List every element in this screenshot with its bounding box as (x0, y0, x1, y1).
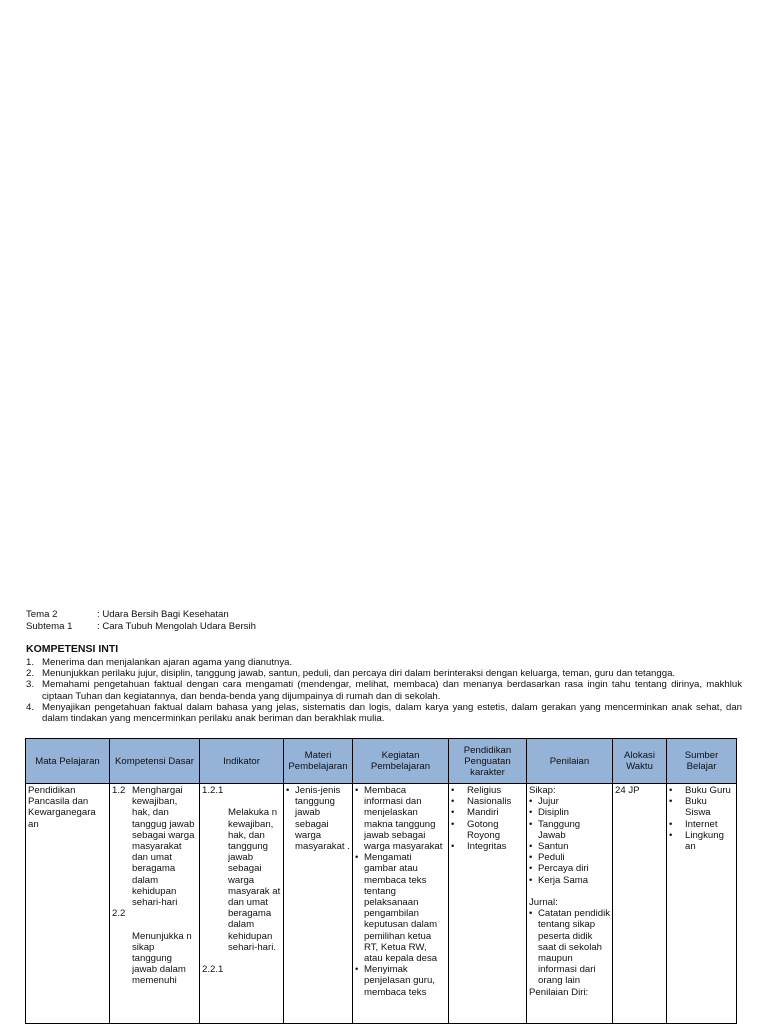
kompetensi-inti-list (26, 657, 742, 724)
list-item (529, 841, 610, 852)
cell-sumber (667, 784, 737, 1024)
bullet-icon: • (669, 829, 673, 841)
cell-kegiatan (353, 784, 449, 1024)
list-item (451, 796, 524, 807)
ki-number: 4. (26, 701, 35, 713)
bullet-icon: • (355, 964, 359, 976)
list-item (355, 785, 446, 852)
cell-mata-pelajaran (26, 784, 110, 1024)
kompetensi-inti-heading: KOMPETENSI INTI (26, 643, 119, 655)
sumber-text: Buku Siswa (685, 796, 711, 819)
indikator-text: Melakuka n kewajiban, hak, dan tanggung jawab sebagai warga masyarak at dan umat beragama dalam kehidupan sehari-hari. (228, 807, 281, 953)
document-meta (26, 609, 256, 632)
list-item (529, 908, 610, 986)
bullet-icon: • (451, 785, 455, 796)
ki-text: Menunjukkan perilaku jujur, disiplin, tanggung jawab, santun, peduli, dan percaya diri dalam berinteraksi dengan keluarga, teman, guru dan tetangga. (42, 668, 676, 680)
bullet-icon: • (529, 874, 533, 886)
bullet-icon: • (669, 785, 673, 796)
kd-item (112, 785, 197, 908)
kd-number: 2.2 (112, 908, 126, 920)
list-item (529, 819, 610, 841)
list-item (669, 785, 734, 796)
bullet-icon: • (529, 852, 533, 864)
ki-text: Menerima dan menjalankan ajaran agama yang dianutnya. (42, 657, 293, 668)
alokasi-text: 24 JP (615, 785, 640, 796)
bullet-icon: • (529, 818, 533, 830)
ki-text: Memahami pengetahuan faktual dengan cara mengamati (mendengar, melihat, membaca) dan menanya berdasarkan rasa ingin tahu tentang dirinya, makhluk ciptaan Tuhan dan kegiatannya, dan benda-benda yang dijumpainya di rumah dan di sekolah. (42, 679, 742, 702)
list-item (529, 796, 610, 807)
ki-number: 3. (26, 679, 35, 691)
ki-text: Menyajikan pengetahuan faktual dalam bahasa yang jelas, sistematis dan logis, dalam karya yang estetis, dalam gerakan yang mencerminkan anak sehat, dan dalam tindakan yang mencerminkan perilaku anak beriman dan berakhlak mulia. (42, 701, 742, 725)
karakter-text: Mandiri (467, 807, 499, 819)
bullet-icon: • (451, 796, 455, 808)
sumber-text: Internet (685, 818, 718, 830)
sikap-text: Kerja Sama (538, 874, 589, 886)
cell-indikator (200, 784, 284, 1024)
list-item (529, 863, 610, 874)
ki-item (26, 657, 742, 668)
header-sumber: Sumber Belajar (667, 739, 737, 784)
table-header-row (26, 739, 737, 784)
karakter-text: Gotong Royong (467, 818, 501, 841)
jurnal-label: Jurnal: (529, 897, 558, 909)
list-item (669, 796, 734, 818)
bullet-icon: • (529, 841, 533, 853)
subtema-row (26, 621, 256, 633)
ki-number: 1. (26, 657, 35, 668)
header-alokasi: Alokasi Waktu (613, 739, 667, 784)
sumber-text: Lingkung an (685, 829, 724, 853)
materi-text: Jenis-jenis tanggung jawab sebagai warga masyarakat . (295, 785, 350, 853)
karakter-text: Religius (467, 785, 502, 796)
ki-item (26, 679, 742, 701)
bullet-icon: • (669, 818, 673, 830)
ki-item (26, 668, 742, 679)
list-item (669, 819, 734, 830)
header-mata-pelajaran: Mata Pelajaran (26, 739, 110, 784)
subtema-label: Subtema 1 (26, 620, 73, 632)
indikator-number: 2.2.1 (202, 964, 224, 976)
header-karakter: Pendidikan Penguatan karakter (449, 739, 527, 784)
cell-kompetensi-dasar (110, 784, 200, 1024)
ki-item (26, 702, 742, 724)
list-item (451, 841, 524, 852)
sikap-text: Santun (538, 841, 569, 853)
kd-text: Menghargai kewajiban, hak, dan tanggug jawab sebagai warga masyarakat dan umat beragama dalam kehidupan sehari-hari (132, 785, 195, 909)
bullet-icon: • (286, 785, 290, 796)
ki-number: 2. (26, 668, 35, 680)
tema-value: : Udara Bersih Bagi Kesehatan (97, 609, 229, 620)
list-item (669, 830, 734, 852)
jurnal-text: Catatan pendidik tentang sikap peserta didik saat di sekolah maupun informasi dari orang lain (538, 908, 611, 987)
header-indikator: Indikator (200, 739, 284, 784)
penilaian-diri-label: Penilaian Diri: (529, 986, 589, 998)
cell-alokasi (613, 784, 667, 1024)
bullet-icon: • (529, 863, 533, 875)
kd-text: Menunjukka n sikap tanggung jawab dalam memenuhi (132, 930, 192, 987)
sumber-text: Buku Guru (685, 785, 731, 796)
kegiatan-text: Mengamati gambar atau membaca teks tentang pelaksanaan pengambilan keputusan dalam pemilihan ketua RT, Ketua RW, atau kepala desa (364, 852, 438, 965)
bullet-icon: • (669, 796, 673, 808)
header-penilaian: Penilaian (527, 739, 613, 784)
list-item (355, 964, 446, 998)
sikap-text: Tanggung Jawab (538, 818, 581, 841)
bullet-icon: • (355, 852, 359, 864)
bullet-icon: • (355, 785, 359, 796)
list-item (355, 852, 446, 964)
tema-row (26, 609, 256, 621)
mapel-text: Pendidikan Pancasila dan Kewarganegara an (28, 785, 96, 830)
karakter-text: Integritas (467, 841, 507, 853)
bullet-icon: • (451, 818, 455, 830)
header-kompetensi-dasar: Kompetensi Dasar (110, 739, 200, 784)
cell-penilaian (527, 784, 613, 1024)
list-item (451, 807, 524, 818)
header-kegiatan: Kegiatan Pembelajaran (353, 739, 449, 784)
list-item (451, 819, 524, 841)
rpp-table (25, 738, 737, 1024)
cell-materi (284, 784, 353, 1024)
indikator-number: 1.2.1 (202, 785, 224, 796)
list-item (529, 875, 610, 886)
bullet-icon: • (451, 807, 455, 819)
sikap-text: Jujur (538, 796, 559, 808)
kd-number: 1.2 (112, 785, 126, 796)
sikap-text: Percaya diri (538, 863, 589, 875)
bullet-icon: • (451, 841, 455, 853)
subtema-value: : Cara Tubuh Mengolah Udara Bersih (97, 620, 256, 632)
cell-karakter (449, 784, 527, 1024)
list-item (286, 785, 350, 852)
list-item (529, 852, 610, 863)
bullet-icon: • (529, 908, 533, 920)
kegiatan-text: Membaca informasi dan menjelaskan makna tanggung jawab sebagai warga masyarakat (364, 785, 443, 853)
sikap-label: Sikap: (529, 785, 556, 796)
kegiatan-text: Menyimak penjelasan guru, membaca teks (364, 964, 435, 998)
bullet-icon: • (529, 796, 533, 808)
list-item (529, 807, 610, 818)
sikap-text: Disiplin (538, 807, 569, 819)
table-row (26, 784, 737, 1024)
karakter-text: Nasionalis (467, 796, 512, 808)
sikap-text: Peduli (538, 852, 565, 864)
tema-label: Tema 2 (26, 609, 58, 620)
bullet-icon: • (529, 807, 533, 819)
header-materi: Materi Pembelajaran (284, 739, 353, 784)
list-item (451, 785, 524, 796)
